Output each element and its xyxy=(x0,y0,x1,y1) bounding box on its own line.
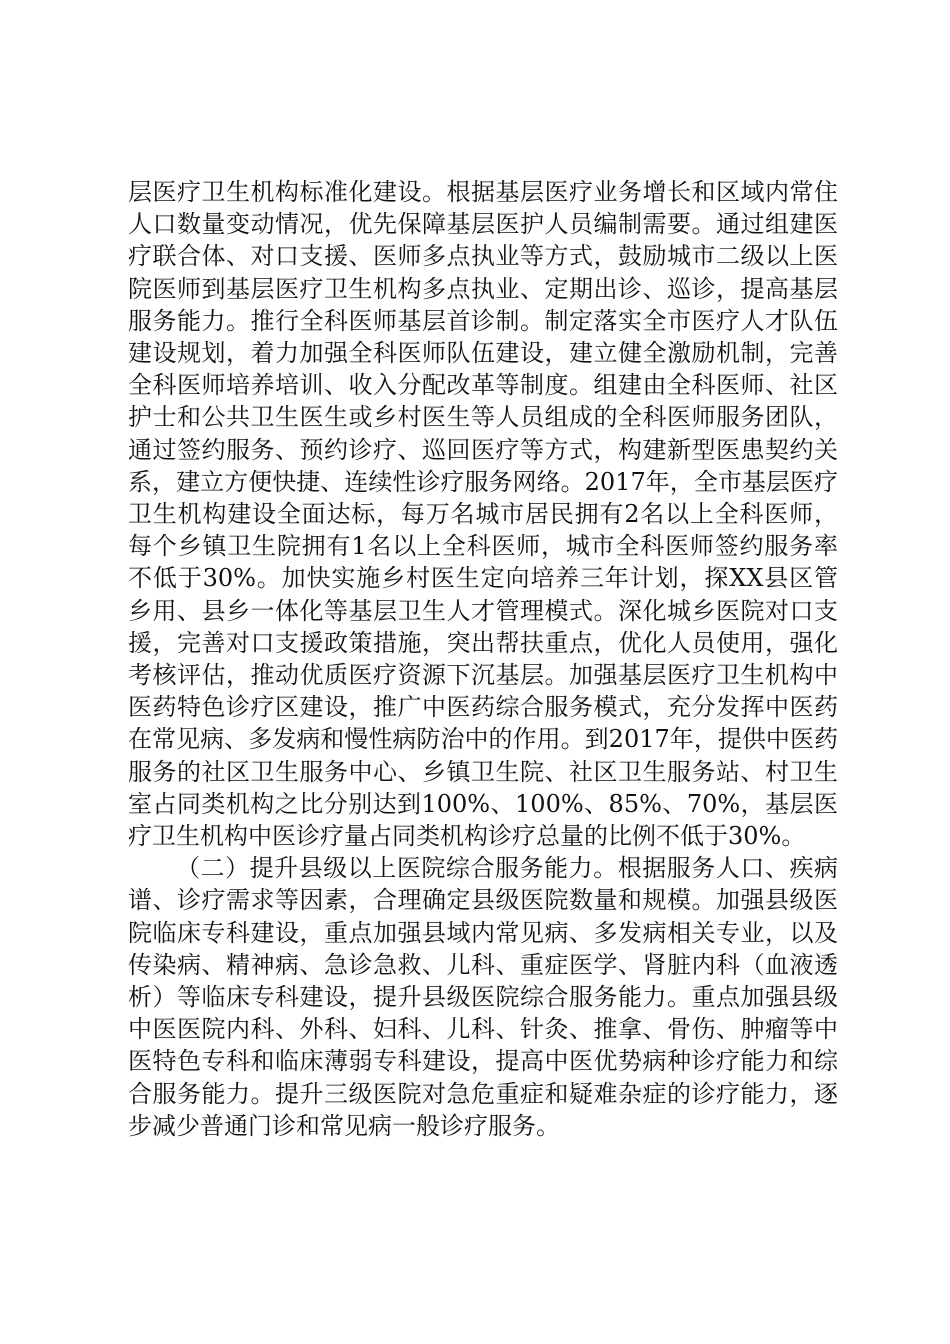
document-body xyxy=(128,176,838,1142)
paragraph-primary-care: 层医疗卫生机构标准化建设。根据基层医疗业务增长和区域内常住人口数量变动情况，优先保障基层医护人员编制需要。通过组建医疗联合体、对口支援、医师多点执业等方式，鼓励城市二级以上医院医师到基层医疗卫生机构多点执业、定期出诊、巡诊，提高基层服务能力。推行全科医师基层首诊制。制定落实全市医疗人才队伍建设规划，着力加强全科医师队伍建设，建立健全激励机制，完善全科医师培养培训、收入分配改革等制度。组建由全科医师、社区护士和公共卫生医生或乡村医生等人员组成的全科医师服务团队，通过签约服务、预约诊疗、巡回医疗等方式，构建新型医患契约关系，建立方便快捷、连续性诊疗服务网络。2017年，全市基层医疗卫生机构建设全面达标，每万名城市居民拥有2名以上全科医师，每个乡镇卫生院拥有1名以上全科医师，城市全科医师签约服务率不低于30%。加快实施乡村医生定向培养三年计划，探XX县区管乡用、县乡一体化等基层卫生人才管理模式。深化城乡医院对口支援，完善对口支援政策措施，突出帮扶重点，优化人员使用，强化考核评估，推动优质医疗资源下沉基层。加强基层医疗卫生机构中医药特色诊疗区建设，推广中医药综合服务模式，充分发挥中医药在常见病、多发病和慢性病防治中的作用。到2017年，提供中医药服务的社区卫生服务中心、乡镇卫生院、社区卫生服务站、村卫生室占同类机构之比分别达到100%、100%、85%、70%，基层医疗卫生机构中医诊疗量占同类机构诊疗总量的比例不低于30%。 xyxy=(128,178,838,851)
paragraph-county-hospitals: （二）提升县级以上医院综合服务能力。根据服务人口、疾病谱、诊疗需求等因素，合理确定县级医院数量和规模。加强县级医院临床专科建设，重点加强县域内常见病、多发病相关专业，以及传染病、精神病、急诊急救、儿科、重症医学、肾脏内科（血液透析）等临床专科建设，提升县级医院综合服务能力。重点加强县级中医医院内科、外科、妇科、儿科、针灸、推拿、骨伤、肿瘤等中医特色专科和临床薄弱专科建设，提高中医优势病种诊疗能力和综合服务能力。提升三级医院对急危重症和疑难杂症的诊疗能力，逐步减少普通门诊和常见病一般诊疗服务。 xyxy=(128,854,838,1140)
